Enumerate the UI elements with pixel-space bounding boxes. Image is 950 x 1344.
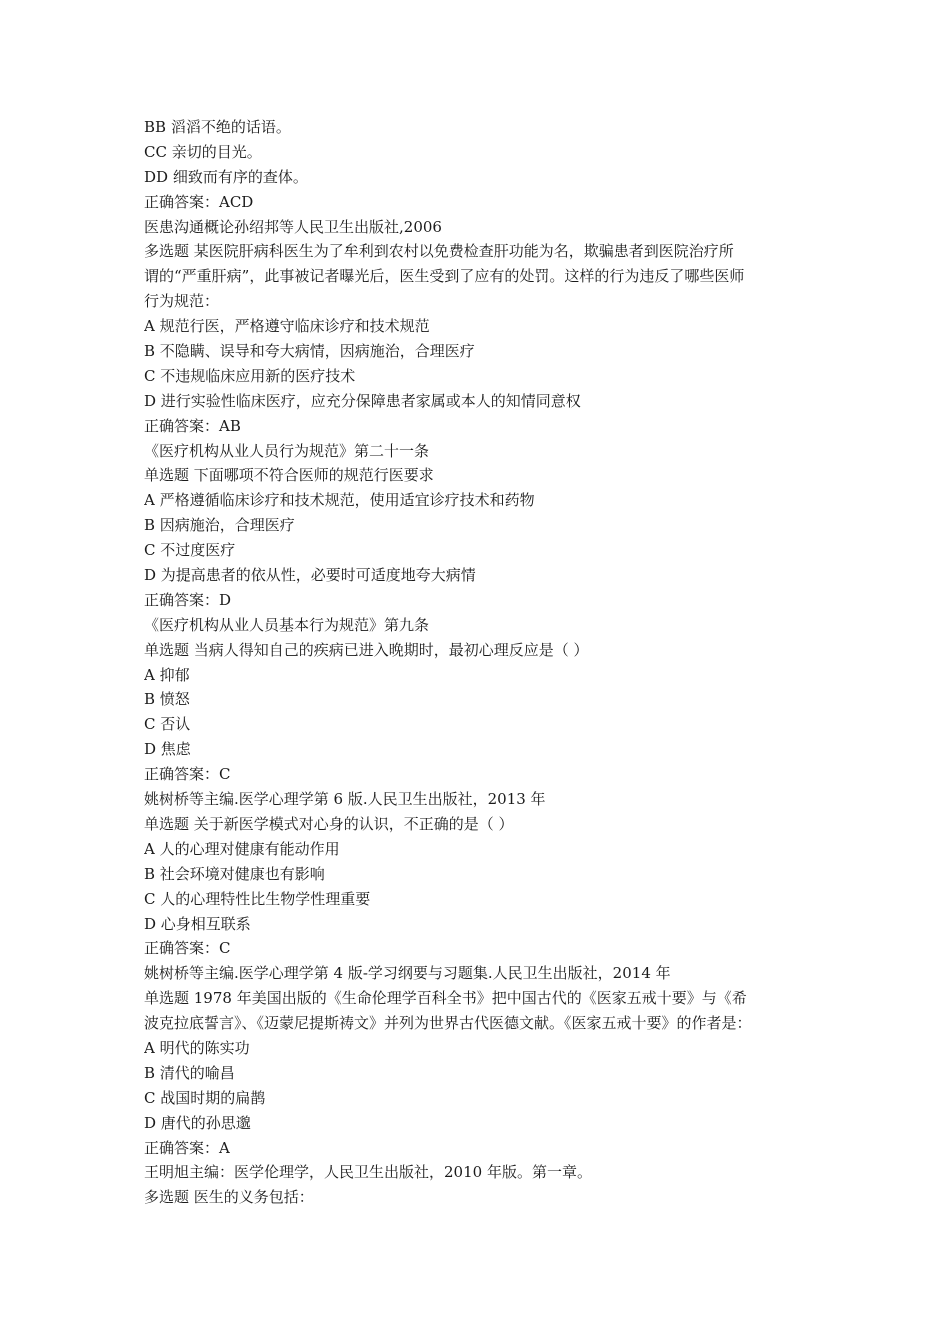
- text-line: A 严格遵循临床诊疗和技术规范，使用适宜诊疗技术和药物: [144, 491, 535, 510]
- text-line: B 社会环境对健康也有影响: [144, 864, 325, 883]
- text-line: 正确答案：AB: [144, 416, 241, 435]
- text-line: 正确答案：A: [144, 1138, 230, 1157]
- document-text: [144, 115, 814, 1210]
- text-line: D 为提高患者的依从性，必要时可适度地夸大病情: [144, 566, 476, 585]
- text-line: 单选题 下面哪项不符合医师的规范行医要求: [144, 466, 434, 485]
- text-line: CC 亲切的目光。: [144, 142, 262, 161]
- text-line: 单选题 1978 年美国出版的《生命伦理学百科全书》把中国古代的《医家五戒十要》与《希: [144, 989, 747, 1008]
- text-line: B 因病施治，合理医疗: [144, 516, 295, 535]
- text-line: 姚树桥等主编.医学心理学第 6 版.人民卫生出版社，2013 年: [144, 790, 546, 809]
- text-line: A 抑郁: [144, 665, 190, 684]
- text-line: A 规范行医，严格遵守临床诊疗和技术规范: [144, 317, 430, 336]
- text-line: D 进行实验性临床医疗，应充分保障患者家属或本人的知情同意权: [144, 391, 581, 410]
- text-line: 《医疗机构从业人员基本行为规范》第九条: [144, 615, 430, 634]
- text-line: C 不违规临床应用新的医疗技术: [144, 366, 356, 385]
- text-line: B 清代的喻昌: [144, 1063, 235, 1082]
- text-line: 正确答案：ACD: [144, 192, 254, 211]
- text-line: BB 滔滔不绝的话语。: [144, 118, 291, 136]
- text-line: C 人的心理特性比生物学性理重要: [144, 889, 371, 908]
- text-line: A 明代的陈实功: [144, 1038, 250, 1057]
- text-line: D 焦虑: [144, 740, 191, 759]
- text-line: 波克拉底誓言》、《迈蒙尼提斯祷文》并列为世界古代医德文献。《医家五戒十要》的作者是：: [144, 1014, 752, 1033]
- text-line: 单选题 关于新医学模式对心身的认识，不正确的是（ ）: [144, 814, 514, 833]
- text-line: 王明旭主编：医学伦理学，人民卫生出版社，2010 年版。第一章。: [144, 1163, 592, 1182]
- text-line: D 心身相互联系: [144, 914, 251, 933]
- text-line: 正确答案：C: [144, 765, 231, 784]
- text-line: A 人的心理对健康有能动作用: [144, 839, 340, 858]
- text-line: 谓的“严重肝病”，此事被记者曝光后，医生受到了应有的处罚。这样的行为违反了哪些医师: [144, 267, 745, 286]
- text-line: DD 细致而有序的查体。: [144, 167, 308, 186]
- text-line: C 否认: [144, 715, 191, 734]
- text-line: B 愤怒: [144, 690, 190, 709]
- text-line: 多选题 某医院肝病科医生为了牟利到农村以免费检查肝功能为名，欺骗患者到医院治疗所: [144, 242, 734, 261]
- text-line: D 唐代的孙思邈: [144, 1113, 251, 1132]
- text-line: 姚树桥等主编.医学心理学第 4 版-学习纲要与习题集.人民卫生出版社，2014 年: [144, 964, 671, 983]
- text-line: 行为规范：: [144, 292, 220, 311]
- text-line: 医患沟通概论孙绍邦等人民卫生出版社,2006: [144, 217, 442, 236]
- text-line: 正确答案：D: [144, 590, 232, 609]
- text-line: 《医疗机构从业人员行为规范》第二十一条: [144, 441, 430, 460]
- text-line: 正确答案：C: [144, 939, 231, 958]
- text-line: 多选题 医生的义务包括：: [144, 1188, 314, 1207]
- text-line: 单选题 当病人得知自己的疾病已进入晚期时，最初心理反应是（ ）: [144, 640, 589, 659]
- text-line: C 战国时期的扁鹊: [144, 1088, 266, 1107]
- text-line: B 不隐瞒、误导和夸大病情，因病施治，合理医疗: [144, 342, 475, 361]
- text-line: C 不过度医疗: [144, 541, 236, 560]
